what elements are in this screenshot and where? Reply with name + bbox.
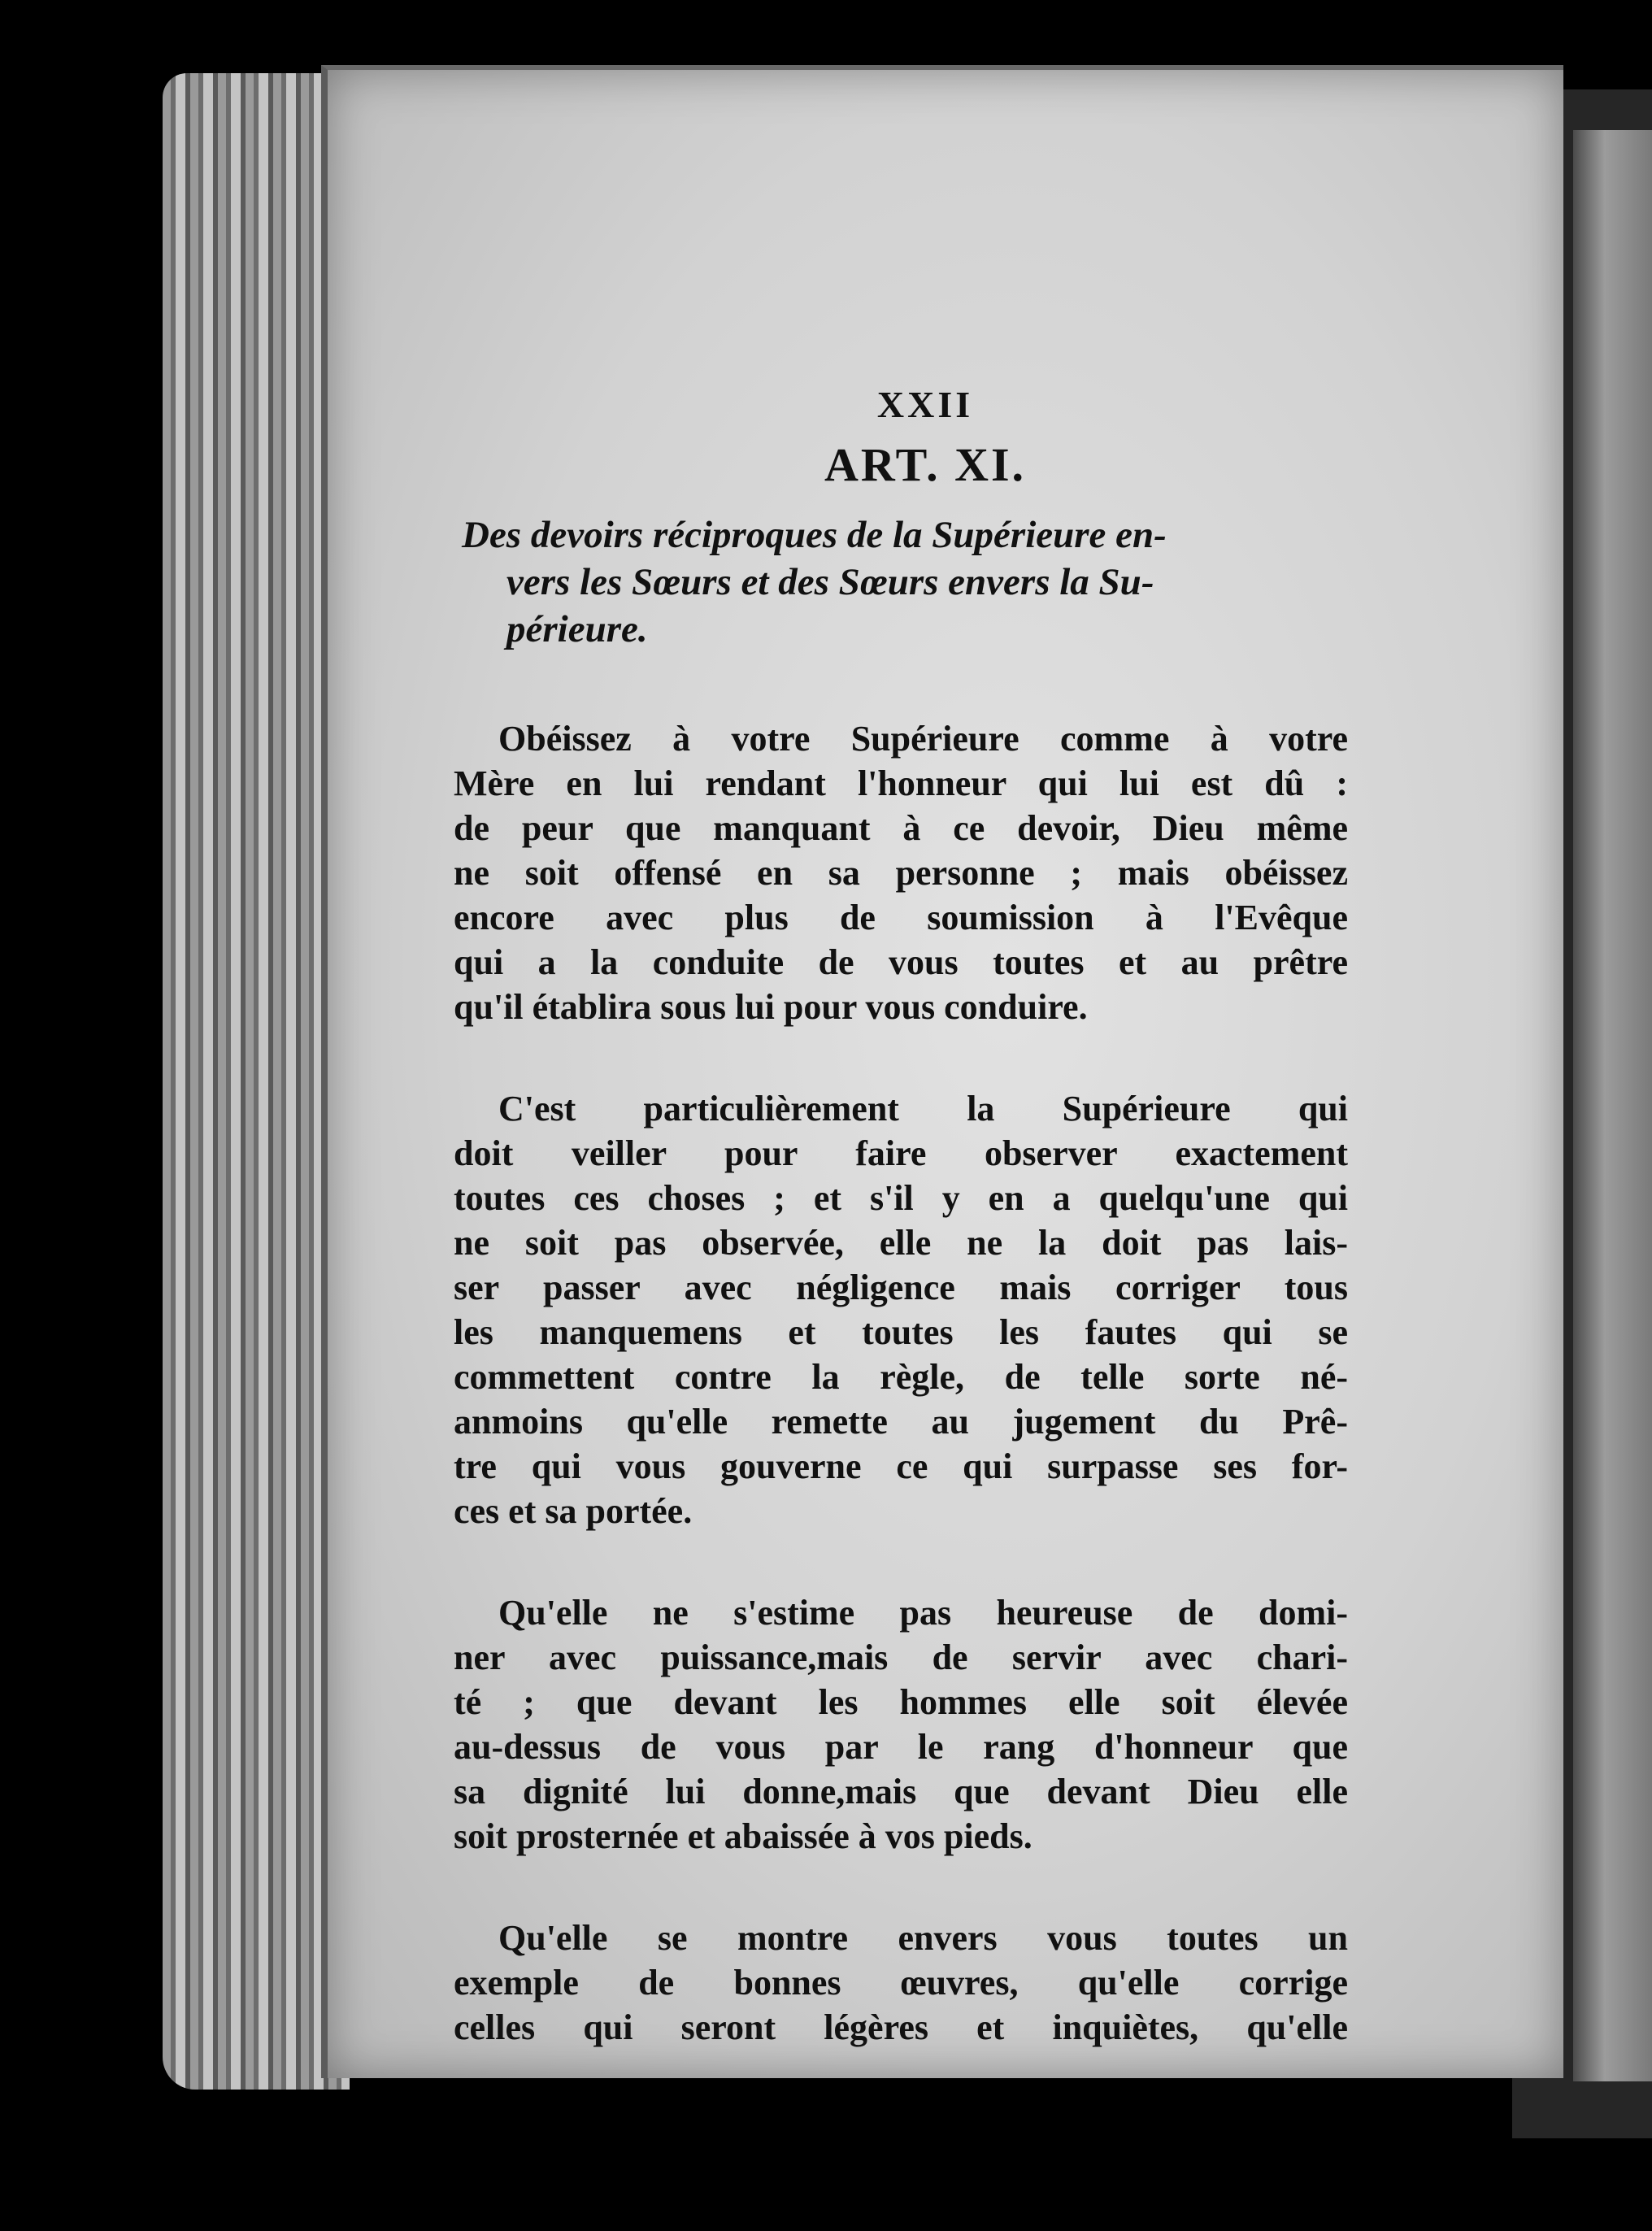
- text-line: au-dessus de vous par le rang d'honneur que: [454, 1727, 1348, 1767]
- article-title: ART. XI.: [824, 438, 1027, 491]
- text-line: exemple de bonnes œuvres, qu'elle corrige: [454, 1963, 1348, 2003]
- text-line: Obéissez à votre Supérieure comme à votre: [498, 719, 1348, 759]
- text-line: de peur que manquant à ce devoir, Dieu même: [454, 808, 1348, 848]
- text-line: C'est particulièrement la Supérieure qui: [498, 1089, 1348, 1129]
- text-line: qu'il établira sous lui pour vous conduire.: [454, 987, 1088, 1027]
- text-line: sa dignité lui donne,mais que devant Dieu elle: [454, 1772, 1348, 1811]
- text-line: ne soit pas observée, elle ne la doit pas lais-: [454, 1223, 1348, 1263]
- text-line: toutes ces choses ; et s'il y en a quelqu'une qui: [454, 1178, 1348, 1218]
- text-line: té ; que devant les hommes elle soit élevée: [454, 1682, 1348, 1722]
- subtitle-line: Des devoirs réciproques de la Supérieure en-: [462, 514, 1167, 556]
- text-line: Qu'elle ne s'estime pas heureuse de domi-: [498, 1593, 1348, 1633]
- text-line: Mère en lui rendant l'honneur qui lui est dû :: [454, 763, 1348, 803]
- subtitle-line: vers les Sœurs et des Sœurs envers la Su-: [506, 561, 1154, 603]
- text-line: doit veiller pour faire observer exactement: [454, 1133, 1348, 1173]
- text-line: soit prosternée et abaissée à vos pieds.: [454, 1816, 1032, 1856]
- text-line: ne soit offensé en sa personne ; mais obéissez: [454, 853, 1348, 893]
- text-line: encore avec plus de soumission à l'Evêque: [454, 898, 1348, 937]
- paragraph-4: [454, 1916, 1348, 2050]
- text-line: Qu'elle se montre envers vous toutes un: [498, 1918, 1348, 1958]
- article-subtitle: [454, 511, 1348, 653]
- page-number: XXII: [876, 384, 974, 425]
- paragraph-1: [454, 716, 1348, 1029]
- book-page: [321, 65, 1563, 2078]
- text-line: ner avec puissance,mais de servir avec chari-: [454, 1637, 1348, 1677]
- text-line: ces et sa portée.: [454, 1491, 693, 1531]
- paragraph-3: [454, 1590, 1348, 1859]
- text-line: anmoins qu'elle remette au jugement du Prê-: [454, 1402, 1348, 1442]
- subtitle-line: périeure.: [506, 608, 648, 650]
- text-line: les manquemens et toutes les fautes qui se: [454, 1312, 1348, 1352]
- text-line: ser passer avec négligence mais corriger tous: [454, 1268, 1348, 1307]
- text-line: commettent contre la règle, de telle sorte né-: [454, 1357, 1348, 1397]
- text-line: celles qui seront légères et inquiètes, qu'elle: [454, 2007, 1348, 2047]
- text-line: qui a la conduite de vous toutes et au prêtre: [454, 942, 1348, 982]
- facing-page-edge: [1573, 130, 1652, 2081]
- text-line: tre qui vous gouverne ce qui surpasse ses for-: [454, 1446, 1348, 1486]
- page-content: [454, 383, 1348, 2107]
- paragraph-2: [454, 1086, 1348, 1533]
